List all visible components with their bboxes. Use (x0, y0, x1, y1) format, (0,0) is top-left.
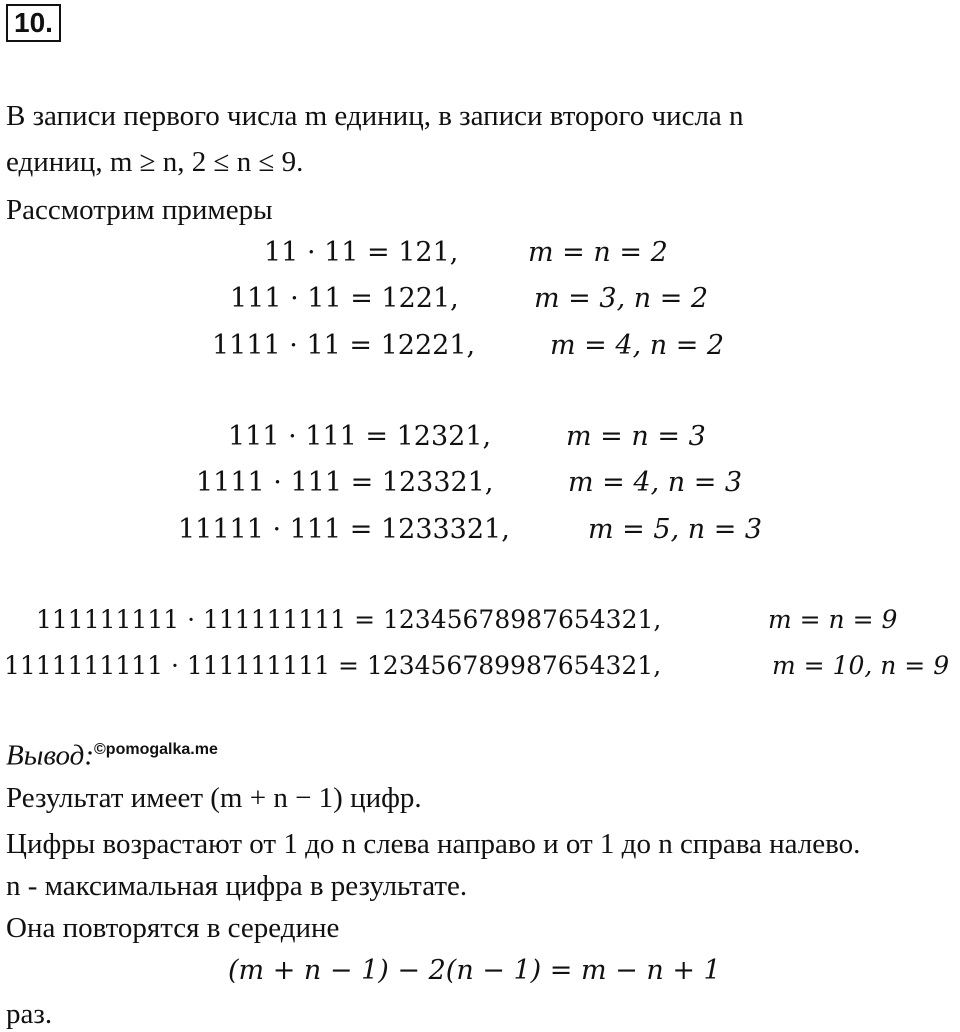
conclusion-formula: (m + n − 1) − 2(n − 1) = m − n + 1 (228, 955, 721, 986)
example-2-cond: m = 3, n = 2 (534, 283, 709, 314)
intro-line-1: В записи первого числа m единиц, в записи второго числа n (6, 100, 744, 132)
task-number: 10. (6, 4, 61, 42)
example-5-expr: 1111 · 111 = 123321, (196, 467, 494, 498)
conclusion-heading-row (6, 732, 218, 774)
example-8-cond: m = 10, n = 9 (772, 651, 950, 680)
example-3-cond: m = 4, n = 2 (550, 330, 725, 361)
example-6-cond: m = 5, n = 3 (588, 514, 763, 545)
example-7-expr: 111111111 · 111111111 = 12345678987654321, (36, 605, 662, 634)
example-4-cond: m = n = 3 (566, 421, 706, 452)
conclusion-line-1: Результат имеет (m + n − 1) цифр. (6, 782, 422, 814)
example-2-expr: 111 · 11 = 1221, (230, 283, 459, 314)
example-1-expr: 11 · 11 = 121, (264, 237, 459, 268)
example-3-expr: 1111 · 11 = 12221, (212, 330, 476, 361)
example-5-cond: m = 4, n = 3 (568, 467, 743, 498)
conclusion-line-4: Она повторятся в середине (6, 912, 340, 944)
intro-line-2: единиц, m ≥ n, 2 ≤ n ≤ 9. (6, 146, 304, 178)
conclusion-line-2: Цифры возрастают от 1 до n слева направо и от 1 до n справа налево. (6, 828, 861, 860)
conclusion-heading: Вывод: (6, 739, 95, 772)
conclusion-line-5: раз. (6, 998, 53, 1030)
example-7-cond: m = n = 9 (768, 605, 898, 634)
example-4-expr: 111 · 111 = 12321, (228, 421, 492, 452)
example-6-expr: 11111 · 111 = 1233321, (178, 514, 510, 545)
watermark: ©pomogalka.me (94, 741, 218, 758)
conclusion-line-3: n - максимальная цифра в результате. (6, 870, 468, 902)
example-8-expr: 1111111111 · 111111111 = 123456789987654321, (4, 651, 662, 680)
example-1-cond: m = n = 2 (528, 237, 668, 268)
intro-line-3: Рассмотрим примеры (6, 194, 273, 226)
